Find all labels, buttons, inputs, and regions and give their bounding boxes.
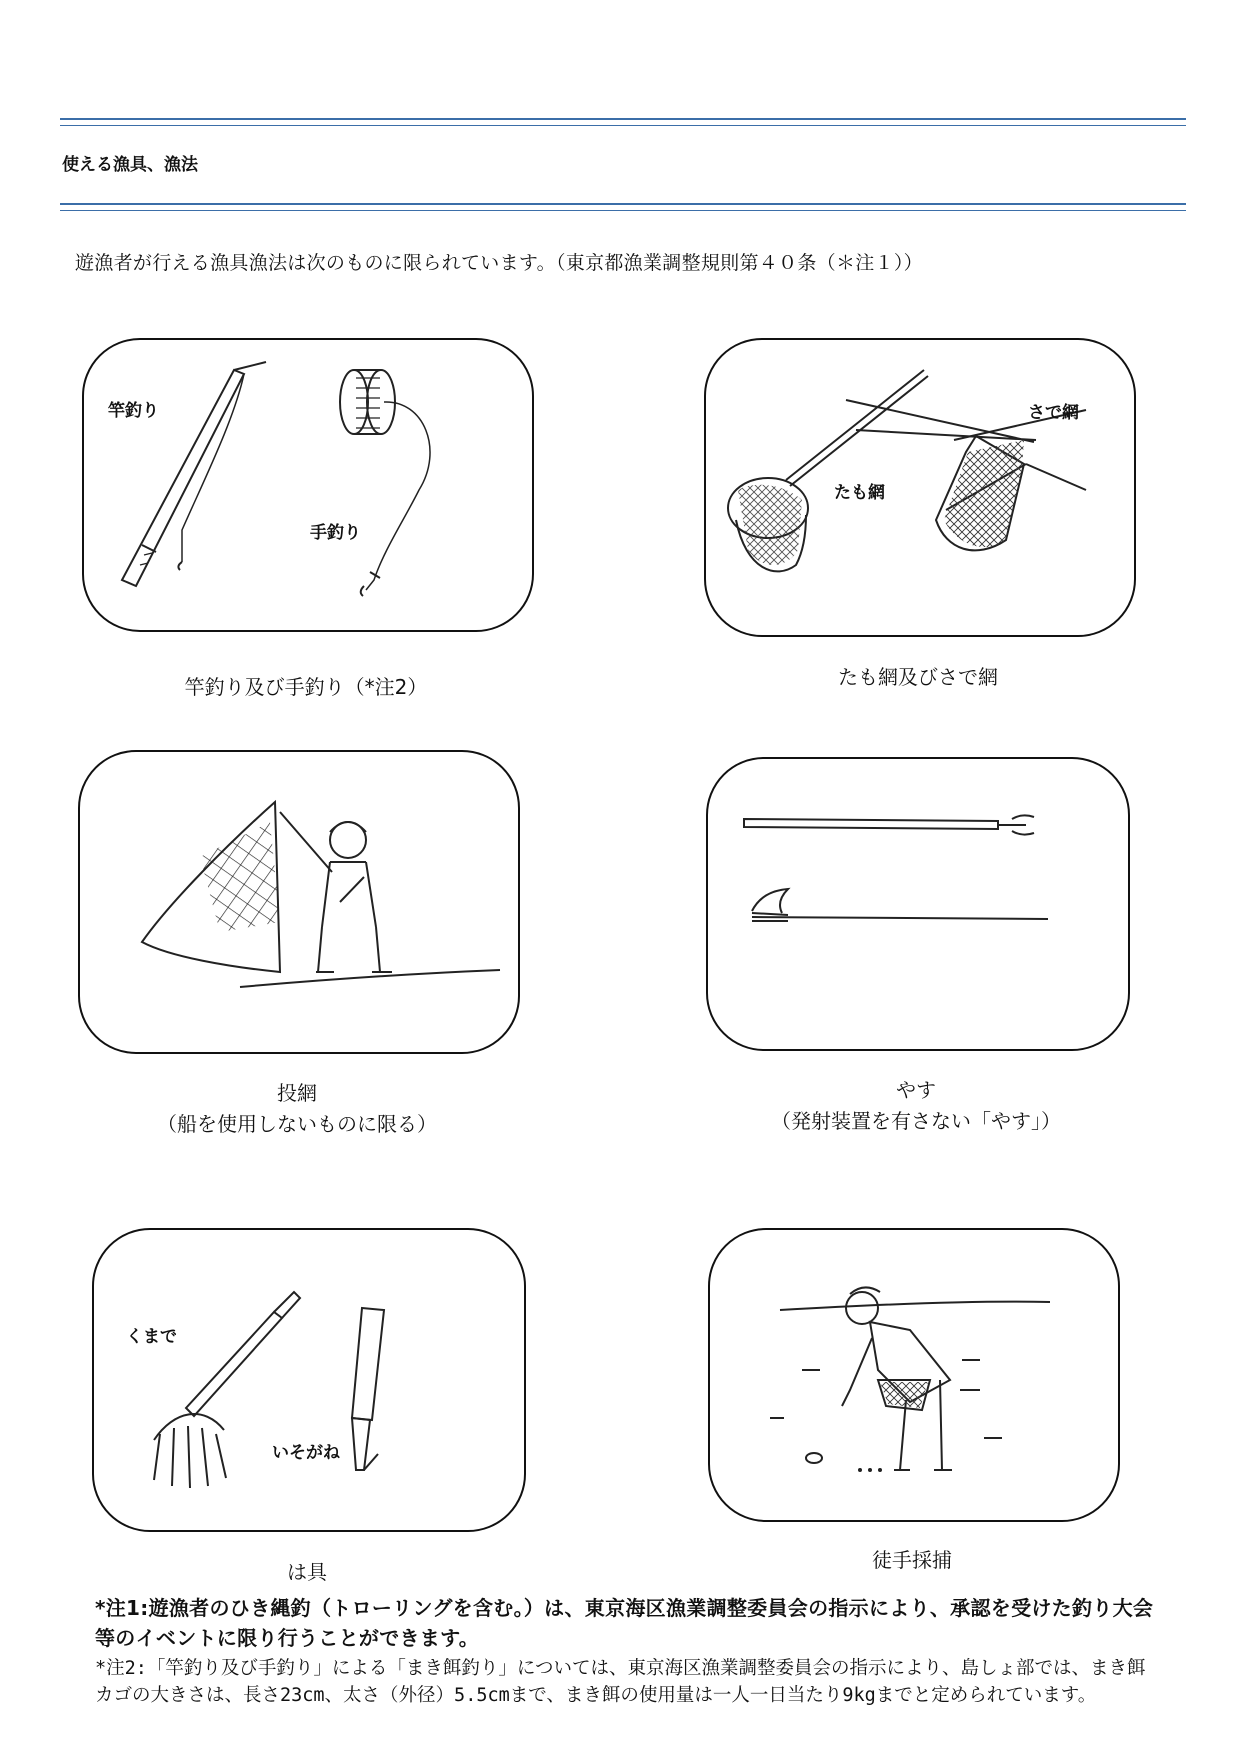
caption-line: 竿釣り及び手釣り（*注2） [184,675,428,699]
section-heading: 使える漁具、漁法 [62,155,198,175]
rake-pick-illustration [94,1230,524,1530]
caption-line: 徒手採捕 [872,1548,952,1572]
label-tamo: たも網 [834,483,885,503]
panel-tamo-sade-net [704,338,1136,637]
caption-cast-net [78,1078,516,1140]
footnote-2: *注2:「竿釣り及び手釣り」による「まき餌釣り」については、東京海区漁業調整委員会の指示により、島しょ部では、まき餌カゴの大きさは、長さ23cm、太さ（外径）5.5cmまで、まき餌の使用量は一人一日当たり9kgまでと定められています。 [95,1658,1146,1706]
spear-illustration [708,759,1128,1049]
label-isogane: いそがね [272,1443,340,1463]
caption-line: （船を使用しないものに限る） [157,1112,437,1136]
intro-text: 遊漁者が行える漁具漁法は次のものに限られています。（東京都漁業調整規則第４０条（＊注１）） [75,252,923,274]
panel-spear [706,757,1130,1051]
cast-net-illustration [80,752,518,1052]
caption-line: やす [896,1078,936,1102]
caption-rod-hand [82,672,530,703]
top-divider [60,118,1186,126]
rod-handline-illustration [84,340,532,630]
caption-line: は具 [287,1560,327,1584]
caption-spear [706,1075,1126,1137]
panel-rake-pick [92,1228,526,1532]
label-kumade: くまで [126,1327,177,1347]
footnotes [95,1593,1155,1709]
bottom-divider [60,203,1186,211]
hand-gathering-illustration [710,1230,1118,1520]
caption-line: 投網 [277,1081,317,1105]
panel-cast-net [78,750,520,1054]
caption-line: たも網及びさで網 [838,665,998,689]
caption-rake-pick [92,1557,522,1588]
panel-rod-hand-fishing [82,338,534,632]
footnote-1: *注1:遊漁者のひき縄釣（トローリングを含む。）は、東京海区漁業調整委員会の指示により、承認を受けた釣り大会等のイベントに限り行うことができます。 [95,1596,1154,1650]
panel-hand-gathering [708,1228,1120,1522]
caption-hand-gathering [708,1545,1116,1576]
label-hand: 手釣り [310,523,361,543]
nets-illustration [706,340,1134,635]
caption-line: （発射装置を有さない「やす」） [771,1109,1061,1133]
label-sade: さで網 [1028,403,1079,423]
caption-tamo-sade [704,662,1132,693]
label-rod: 竿釣り [108,401,159,421]
